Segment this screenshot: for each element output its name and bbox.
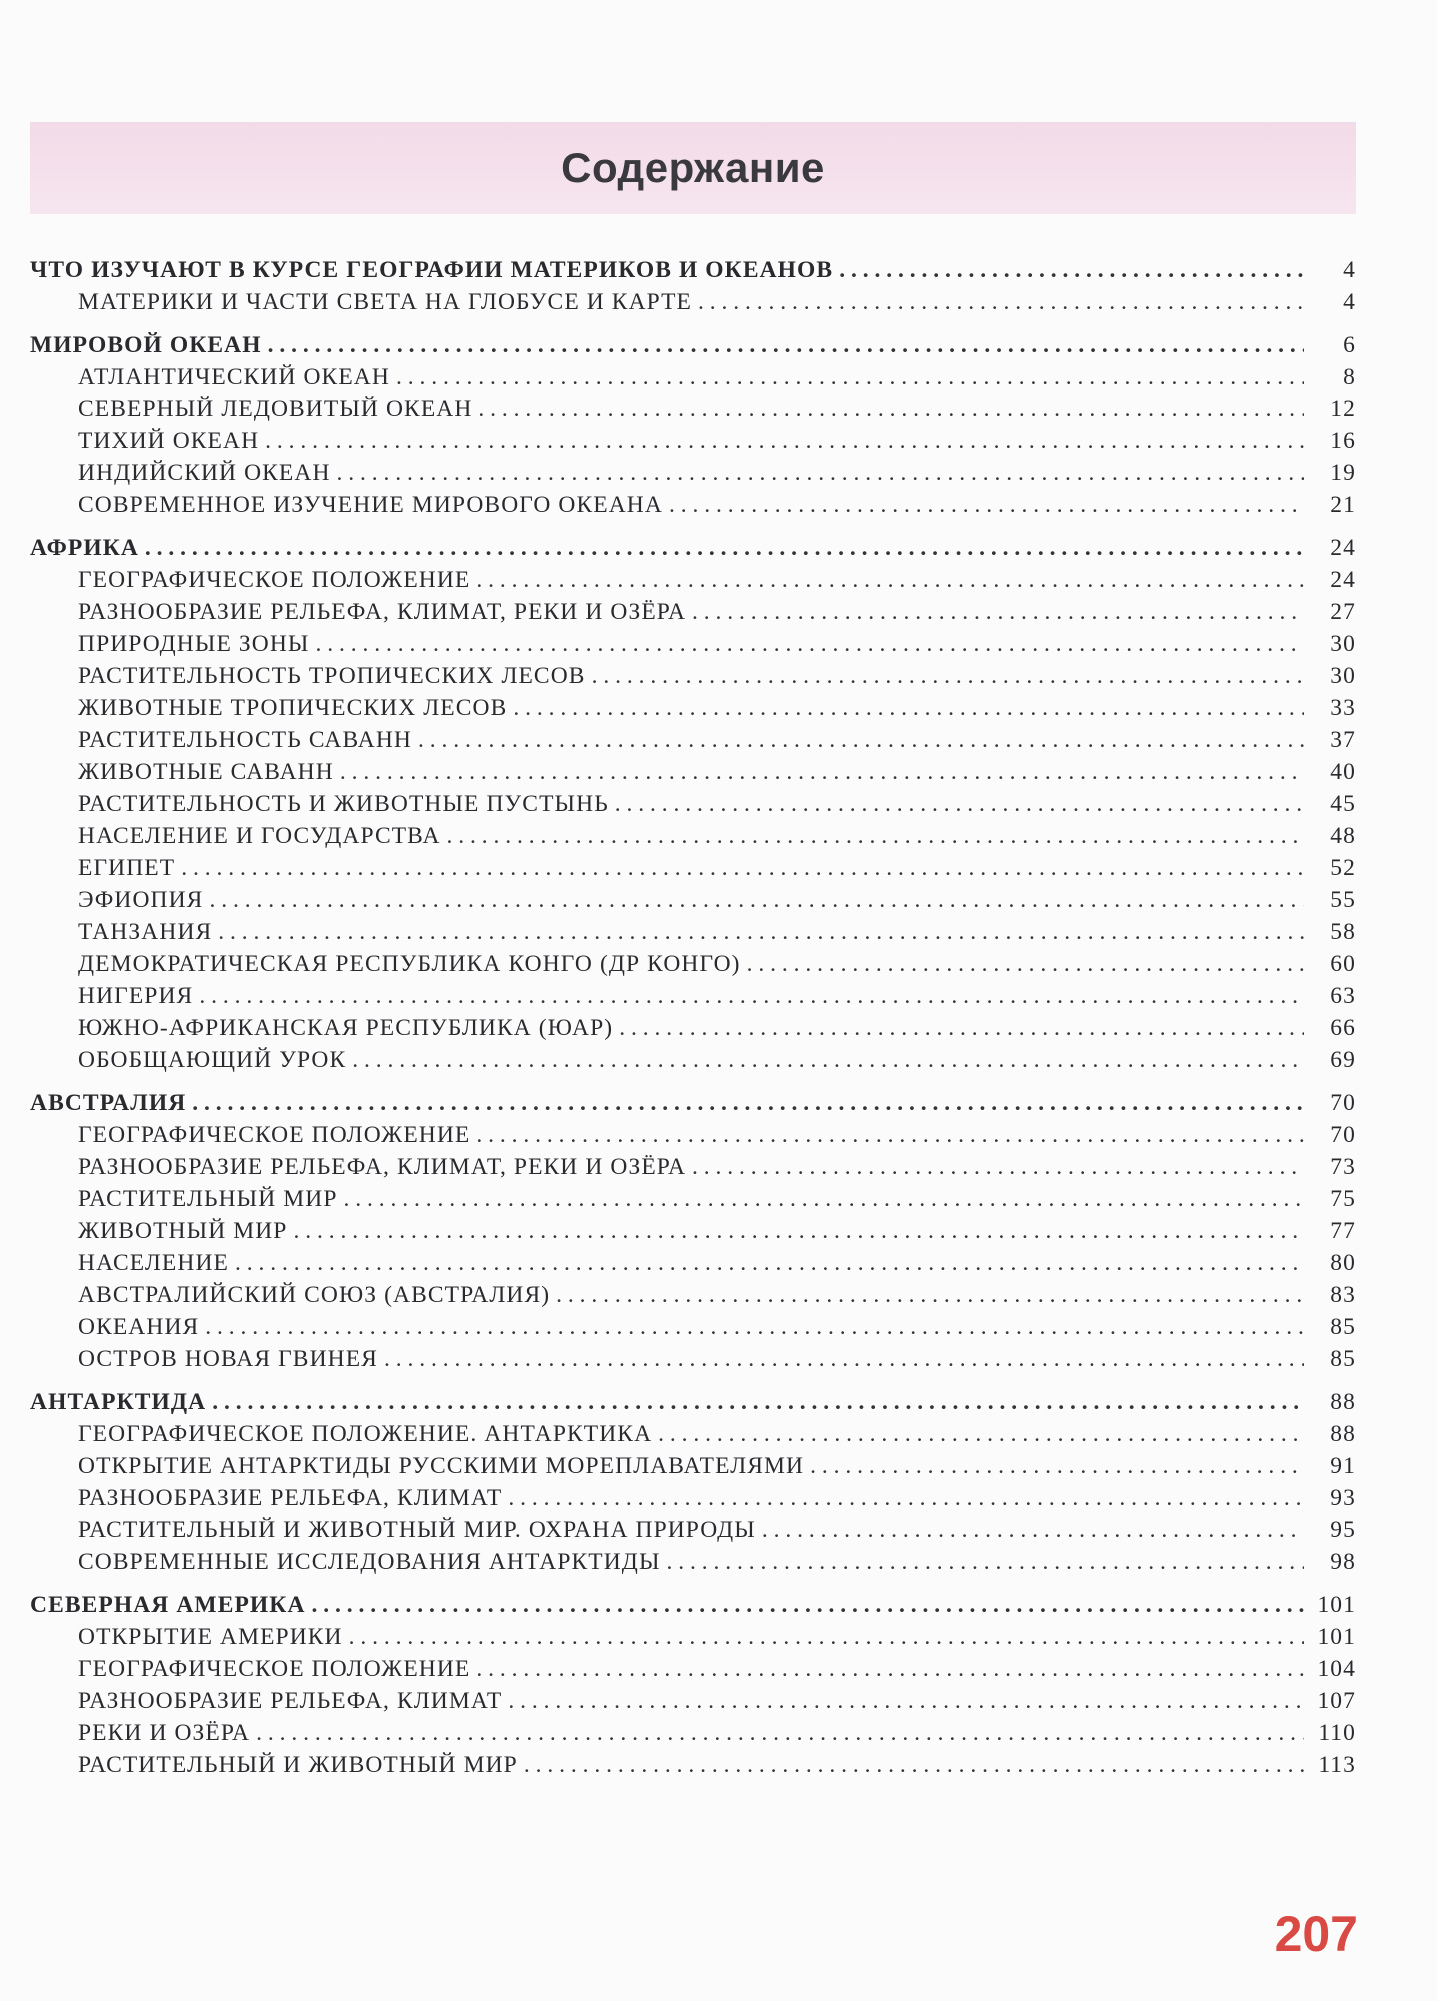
toc-section	[30, 1589, 1356, 1781]
toc-entry-page: 66	[1330, 1015, 1356, 1041]
toc-entry-page: 21	[1330, 492, 1356, 518]
toc-entry-page: 60	[1330, 951, 1356, 977]
page-title: Содержание	[561, 144, 825, 191]
toc-entry-title: ЭФИОПИЯ	[78, 887, 204, 913]
toc-entry-page: 70	[1330, 1090, 1356, 1116]
toc-entry[interactable]	[30, 692, 1356, 724]
toc-entry-page: 101	[1317, 1624, 1356, 1650]
toc-entry-page: 48	[1330, 823, 1356, 849]
toc-entry-page: 88	[1330, 1421, 1356, 1447]
toc-entry-page: 80	[1330, 1250, 1356, 1276]
toc-entry-page: 24	[1330, 567, 1356, 593]
toc-entry-page: 4	[1343, 257, 1356, 283]
toc-entry[interactable]	[30, 286, 1356, 318]
toc-entry[interactable]	[30, 1621, 1356, 1653]
toc-entry-page: 24	[1330, 535, 1356, 561]
toc-entry[interactable]	[30, 1247, 1356, 1279]
toc-entry-page: 95	[1330, 1517, 1356, 1543]
toc-section	[30, 532, 1356, 1076]
toc-entry-page: 27	[1330, 599, 1356, 625]
toc-entry-title: ЖИВОТНЫЙ МИР	[78, 1218, 288, 1244]
toc-entry-title: АНТАРКТИДА	[30, 1389, 207, 1415]
dot-leader	[839, 254, 1304, 286]
toc-entry-title: ОБОБЩАЮЩИЙ УРОК	[78, 1047, 347, 1073]
toc-entry-page: 45	[1330, 791, 1356, 817]
toc-entry-title: РАЗНООБРАЗИЕ РЕЛЬЕФА, КЛИМАТ, РЕКИ И ОЗЁРА	[78, 599, 687, 625]
toc-entry[interactable]	[30, 1749, 1356, 1781]
toc-section-heading[interactable]	[30, 1087, 1356, 1119]
toc-entry-page: 6	[1343, 332, 1356, 358]
toc-entry-page: 4	[1343, 289, 1356, 315]
toc-section-heading[interactable]	[30, 254, 1356, 286]
toc-entry-page: 85	[1330, 1346, 1356, 1372]
dot-leader	[524, 1749, 1304, 1781]
toc-entry[interactable]	[30, 1450, 1356, 1482]
toc-entry[interactable]	[30, 425, 1356, 457]
dot-leader	[747, 948, 1304, 980]
toc-entry-title: РАСТИТЕЛЬНЫЙ И ЖИВОТНЫЙ МИР	[78, 1752, 518, 1778]
toc-entry-title: АВСТРАЛИЙСКИЙ СОЮЗ (АВСТРАЛИЯ)	[78, 1282, 551, 1308]
toc-entry-page: 30	[1330, 631, 1356, 657]
toc-entry[interactable]	[30, 489, 1356, 521]
toc-entry[interactable]	[30, 1279, 1356, 1311]
toc-entry-page: 101	[1317, 1592, 1356, 1618]
toc-entry-title: РАЗНООБРАЗИЕ РЕЛЬЕФА, КЛИМАТ	[78, 1485, 503, 1511]
toc-section-heading[interactable]	[30, 1386, 1356, 1418]
toc-entry-title: МИРОВОЙ ОКЕАН	[30, 332, 262, 358]
toc-entry[interactable]	[30, 916, 1356, 948]
table-of-contents	[30, 254, 1356, 1792]
toc-entry[interactable]	[30, 1418, 1356, 1450]
toc-entry-page: 40	[1330, 759, 1356, 785]
toc-entry-page: 16	[1330, 428, 1356, 454]
dot-leader	[145, 532, 1304, 564]
toc-entry-title: ГЕОГРАФИЧЕСКОЕ ПОЛОЖЕНИЕ	[78, 1656, 471, 1682]
toc-entry-title: ЧТО ИЗУЧАЮТ В КУРСЕ ГЕОГРАФИИ МАТЕРИКОВ И ОКЕАНОВ	[30, 257, 834, 283]
toc-entry-title: РАЗНООБРАЗИЕ РЕЛЬЕФА, КЛИМАТ, РЕКИ И ОЗЁРА	[78, 1154, 687, 1180]
toc-entry-title: ОСТРОВ НОВАЯ ГВИНЕЯ	[78, 1346, 378, 1372]
toc-entry-page: 37	[1330, 727, 1356, 753]
toc-entry-title: ИНДИЙСКИЙ ОКЕАН	[78, 460, 331, 486]
toc-entry-title: РЕКИ И ОЗЁРА	[78, 1720, 251, 1746]
toc-entry-page: 93	[1330, 1485, 1356, 1511]
toc-entry-title: РАСТИТЕЛЬНОСТЬ САВАНН	[78, 727, 413, 753]
toc-entry-title: РАСТИТЕЛЬНОСТЬ ТРОПИЧЕСКИХ ЛЕСОВ	[78, 663, 586, 689]
toc-entry-title: ЮЖНО-АФРИКАНСКАЯ РЕСПУБЛИКА (ЮАР)	[78, 1015, 614, 1041]
toc-entry-title: ГЕОГРАФИЧЕСКОЕ ПОЛОЖЕНИЕ	[78, 567, 471, 593]
dot-leader	[762, 1514, 1304, 1546]
toc-entry-page: 107	[1317, 1688, 1356, 1714]
toc-entry-title: ЖИВОТНЫЕ САВАНН	[78, 759, 334, 785]
toc-entry-title: РАЗНООБРАЗИЕ РЕЛЬЕФА, КЛИМАТ	[78, 1688, 503, 1714]
dot-leader	[418, 724, 1304, 756]
toc-entry[interactable]	[30, 628, 1356, 660]
toc-entry-page: 58	[1330, 919, 1356, 945]
toc-entry-page: 73	[1330, 1154, 1356, 1180]
toc-section	[30, 329, 1356, 521]
toc-entry-title: ОКЕАНИЯ	[78, 1314, 200, 1340]
dot-leader	[619, 1012, 1304, 1044]
dot-leader	[658, 1418, 1304, 1450]
toc-entry[interactable]	[30, 1151, 1356, 1183]
dot-leader	[615, 788, 1304, 820]
dot-leader	[265, 425, 1304, 457]
toc-entry[interactable]	[30, 1012, 1356, 1044]
title-band	[30, 122, 1356, 214]
toc-entry-title: РАСТИТЕЛЬНЫЙ И ЖИВОТНЫЙ МИР. ОХРАНА ПРИРОДЫ	[78, 1517, 756, 1543]
toc-entry-title: ГЕОГРАФИЧЕСКОЕ ПОЛОЖЕНИЕ	[78, 1122, 471, 1148]
dot-leader	[478, 393, 1304, 425]
dot-leader	[192, 1087, 1304, 1119]
toc-entry[interactable]	[30, 596, 1356, 628]
toc-entry-page: 85	[1330, 1314, 1356, 1340]
toc-entry[interactable]	[30, 660, 1356, 692]
toc-entry-page: 91	[1330, 1453, 1356, 1479]
toc-entry[interactable]	[30, 393, 1356, 425]
toc-entry-title: ТИХИЙ ОКЕАН	[78, 428, 260, 454]
toc-entry-title: ОТКРЫТИЕ АМЕРИКИ	[78, 1624, 343, 1650]
toc-section	[30, 1386, 1356, 1578]
toc-entry-title: НИГЕРИЯ	[78, 983, 194, 1009]
toc-section-heading[interactable]	[30, 329, 1356, 361]
toc-entry-page: 63	[1330, 983, 1356, 1009]
toc-entry-page: 88	[1330, 1389, 1356, 1415]
toc-entry-title: АФРИКА	[30, 535, 139, 561]
toc-entry-page: 75	[1330, 1186, 1356, 1212]
dot-leader	[692, 596, 1304, 628]
toc-entry-title: СЕВЕРНЫЙ ЛЕДОВИТЫЙ ОКЕАН	[78, 396, 473, 422]
toc-entry[interactable]	[30, 980, 1356, 1012]
toc-entry-page: 77	[1330, 1218, 1356, 1244]
toc-entry-title: АВСТРАЛИЯ	[30, 1090, 187, 1116]
toc-entry[interactable]	[30, 1717, 1356, 1749]
dot-leader	[209, 884, 1304, 916]
dot-leader	[256, 1717, 1304, 1749]
toc-entry[interactable]	[30, 457, 1356, 489]
dot-leader	[556, 1279, 1304, 1311]
toc-entry-page: 83	[1330, 1282, 1356, 1308]
toc-entry-page: 52	[1330, 855, 1356, 881]
dot-leader	[667, 1546, 1304, 1578]
toc-entry-title: СЕВЕРНАЯ АМЕРИКА	[30, 1592, 306, 1618]
toc-entry-title: ЕГИПЕТ	[78, 855, 176, 881]
toc-section-heading[interactable]	[30, 532, 1356, 564]
dot-leader	[669, 489, 1304, 521]
toc-entry[interactable]	[30, 1311, 1356, 1343]
toc-entry[interactable]	[30, 1685, 1356, 1717]
toc-entry-title: СОВРЕМЕННОЕ ИЗУЧЕНИЕ МИРОВОГО ОКЕАНА	[78, 492, 663, 518]
toc-entry-title: НАСЕЛЕНИЕ	[78, 1250, 229, 1276]
toc-entry[interactable]	[30, 884, 1356, 916]
dot-leader	[513, 692, 1304, 724]
toc-entry[interactable]	[30, 361, 1356, 393]
toc-section	[30, 254, 1356, 318]
toc-entry-page: 98	[1330, 1549, 1356, 1575]
dot-leader	[476, 564, 1304, 596]
toc-entry[interactable]	[30, 852, 1356, 884]
dot-leader	[316, 628, 1304, 660]
dot-leader	[592, 660, 1304, 692]
dot-leader	[508, 1685, 1304, 1717]
toc-entry-title: ОТКРЫТИЕ АНТАРКТИДЫ РУССКИМИ МОРЕПЛАВАТЕЛЯМИ	[78, 1453, 805, 1479]
toc-entry[interactable]	[30, 820, 1356, 852]
dot-leader	[698, 286, 1304, 318]
dot-leader	[692, 1151, 1304, 1183]
toc-entry[interactable]	[30, 788, 1356, 820]
dot-leader	[340, 756, 1304, 788]
toc-entry-page: 30	[1330, 663, 1356, 689]
toc-entry[interactable]	[30, 724, 1356, 756]
toc-entry-title: РАСТИТЕЛЬНЫЙ МИР	[78, 1186, 338, 1212]
dot-leader	[212, 1386, 1304, 1418]
dot-leader	[312, 1589, 1304, 1621]
toc-entry-title: ПРИРОДНЫЕ ЗОНЫ	[78, 631, 310, 657]
toc-entry-title: РАСТИТЕЛЬНОСТЬ И ЖИВОТНЫЕ ПУСТЫНЬ	[78, 791, 609, 817]
toc-section-heading[interactable]	[30, 1589, 1356, 1621]
dot-leader	[447, 820, 1304, 852]
toc-entry-page: 113	[1318, 1752, 1356, 1778]
toc-entry-page: 12	[1330, 396, 1356, 422]
dot-leader	[337, 457, 1304, 489]
toc-entry[interactable]	[30, 1546, 1356, 1578]
page-number: 207	[1274, 1906, 1358, 1962]
toc-entry-title: НАСЕЛЕНИЕ И ГОСУДАРСТВА	[78, 823, 441, 849]
dot-leader	[218, 916, 1304, 948]
toc-entry[interactable]	[30, 1119, 1356, 1151]
toc-entry-page: 8	[1343, 364, 1356, 390]
dot-leader	[344, 1183, 1304, 1215]
toc-entry-title: ТАНЗАНИЯ	[78, 919, 213, 945]
toc-entry-page: 110	[1318, 1720, 1356, 1746]
toc-entry-title: АТЛАНТИЧЕСКИЙ ОКЕАН	[78, 364, 390, 390]
toc-entry-page: 19	[1330, 460, 1356, 486]
toc-entry-title: МАТЕРИКИ И ЧАСТИ СВЕТА НА ГЛОБУСЕ И КАРТЕ	[78, 289, 693, 315]
dot-leader	[352, 1044, 1304, 1076]
toc-entry[interactable]	[30, 1343, 1356, 1375]
toc-entry-page: 69	[1330, 1047, 1356, 1073]
toc-entry[interactable]	[30, 1044, 1356, 1076]
dot-leader	[508, 1482, 1304, 1514]
toc-entry[interactable]	[30, 756, 1356, 788]
dot-leader	[476, 1119, 1304, 1151]
dot-leader	[293, 1215, 1304, 1247]
toc-entry-title: СОВРЕМЕННЫЕ ИССЛЕДОВАНИЯ АНТАРКТИДЫ	[78, 1549, 661, 1575]
dot-leader	[268, 329, 1304, 361]
toc-entry[interactable]	[30, 1215, 1356, 1247]
toc-entry[interactable]	[30, 564, 1356, 596]
toc-entry-title: ГЕОГРАФИЧЕСКОЕ ПОЛОЖЕНИЕ. АНТАРКТИКА	[78, 1421, 653, 1447]
toc-entry[interactable]	[30, 948, 1356, 980]
dot-leader	[384, 1343, 1304, 1375]
toc-entry[interactable]	[30, 1653, 1356, 1685]
dot-leader	[235, 1247, 1304, 1279]
toc-entry[interactable]	[30, 1514, 1356, 1546]
toc-entry-title: ЖИВОТНЫЕ ТРОПИЧЕСКИХ ЛЕСОВ	[78, 695, 508, 721]
dot-leader	[349, 1621, 1304, 1653]
toc-entry-page: 55	[1330, 887, 1356, 913]
dot-leader	[396, 361, 1304, 393]
dot-leader	[205, 1311, 1304, 1343]
toc-entry[interactable]	[30, 1482, 1356, 1514]
toc-entry-page: 104	[1317, 1656, 1356, 1682]
toc-section	[30, 1087, 1356, 1375]
dot-leader	[810, 1450, 1304, 1482]
dot-leader	[476, 1653, 1304, 1685]
dot-leader	[181, 852, 1304, 884]
toc-entry-title: ДЕМОКРАТИЧЕСКАЯ РЕСПУБЛИКА КОНГО (ДР КОНГО)	[78, 951, 741, 977]
dot-leader	[199, 980, 1304, 1012]
toc-entry[interactable]	[30, 1183, 1356, 1215]
toc-entry-page: 33	[1330, 695, 1356, 721]
toc-entry-page: 70	[1330, 1122, 1356, 1148]
